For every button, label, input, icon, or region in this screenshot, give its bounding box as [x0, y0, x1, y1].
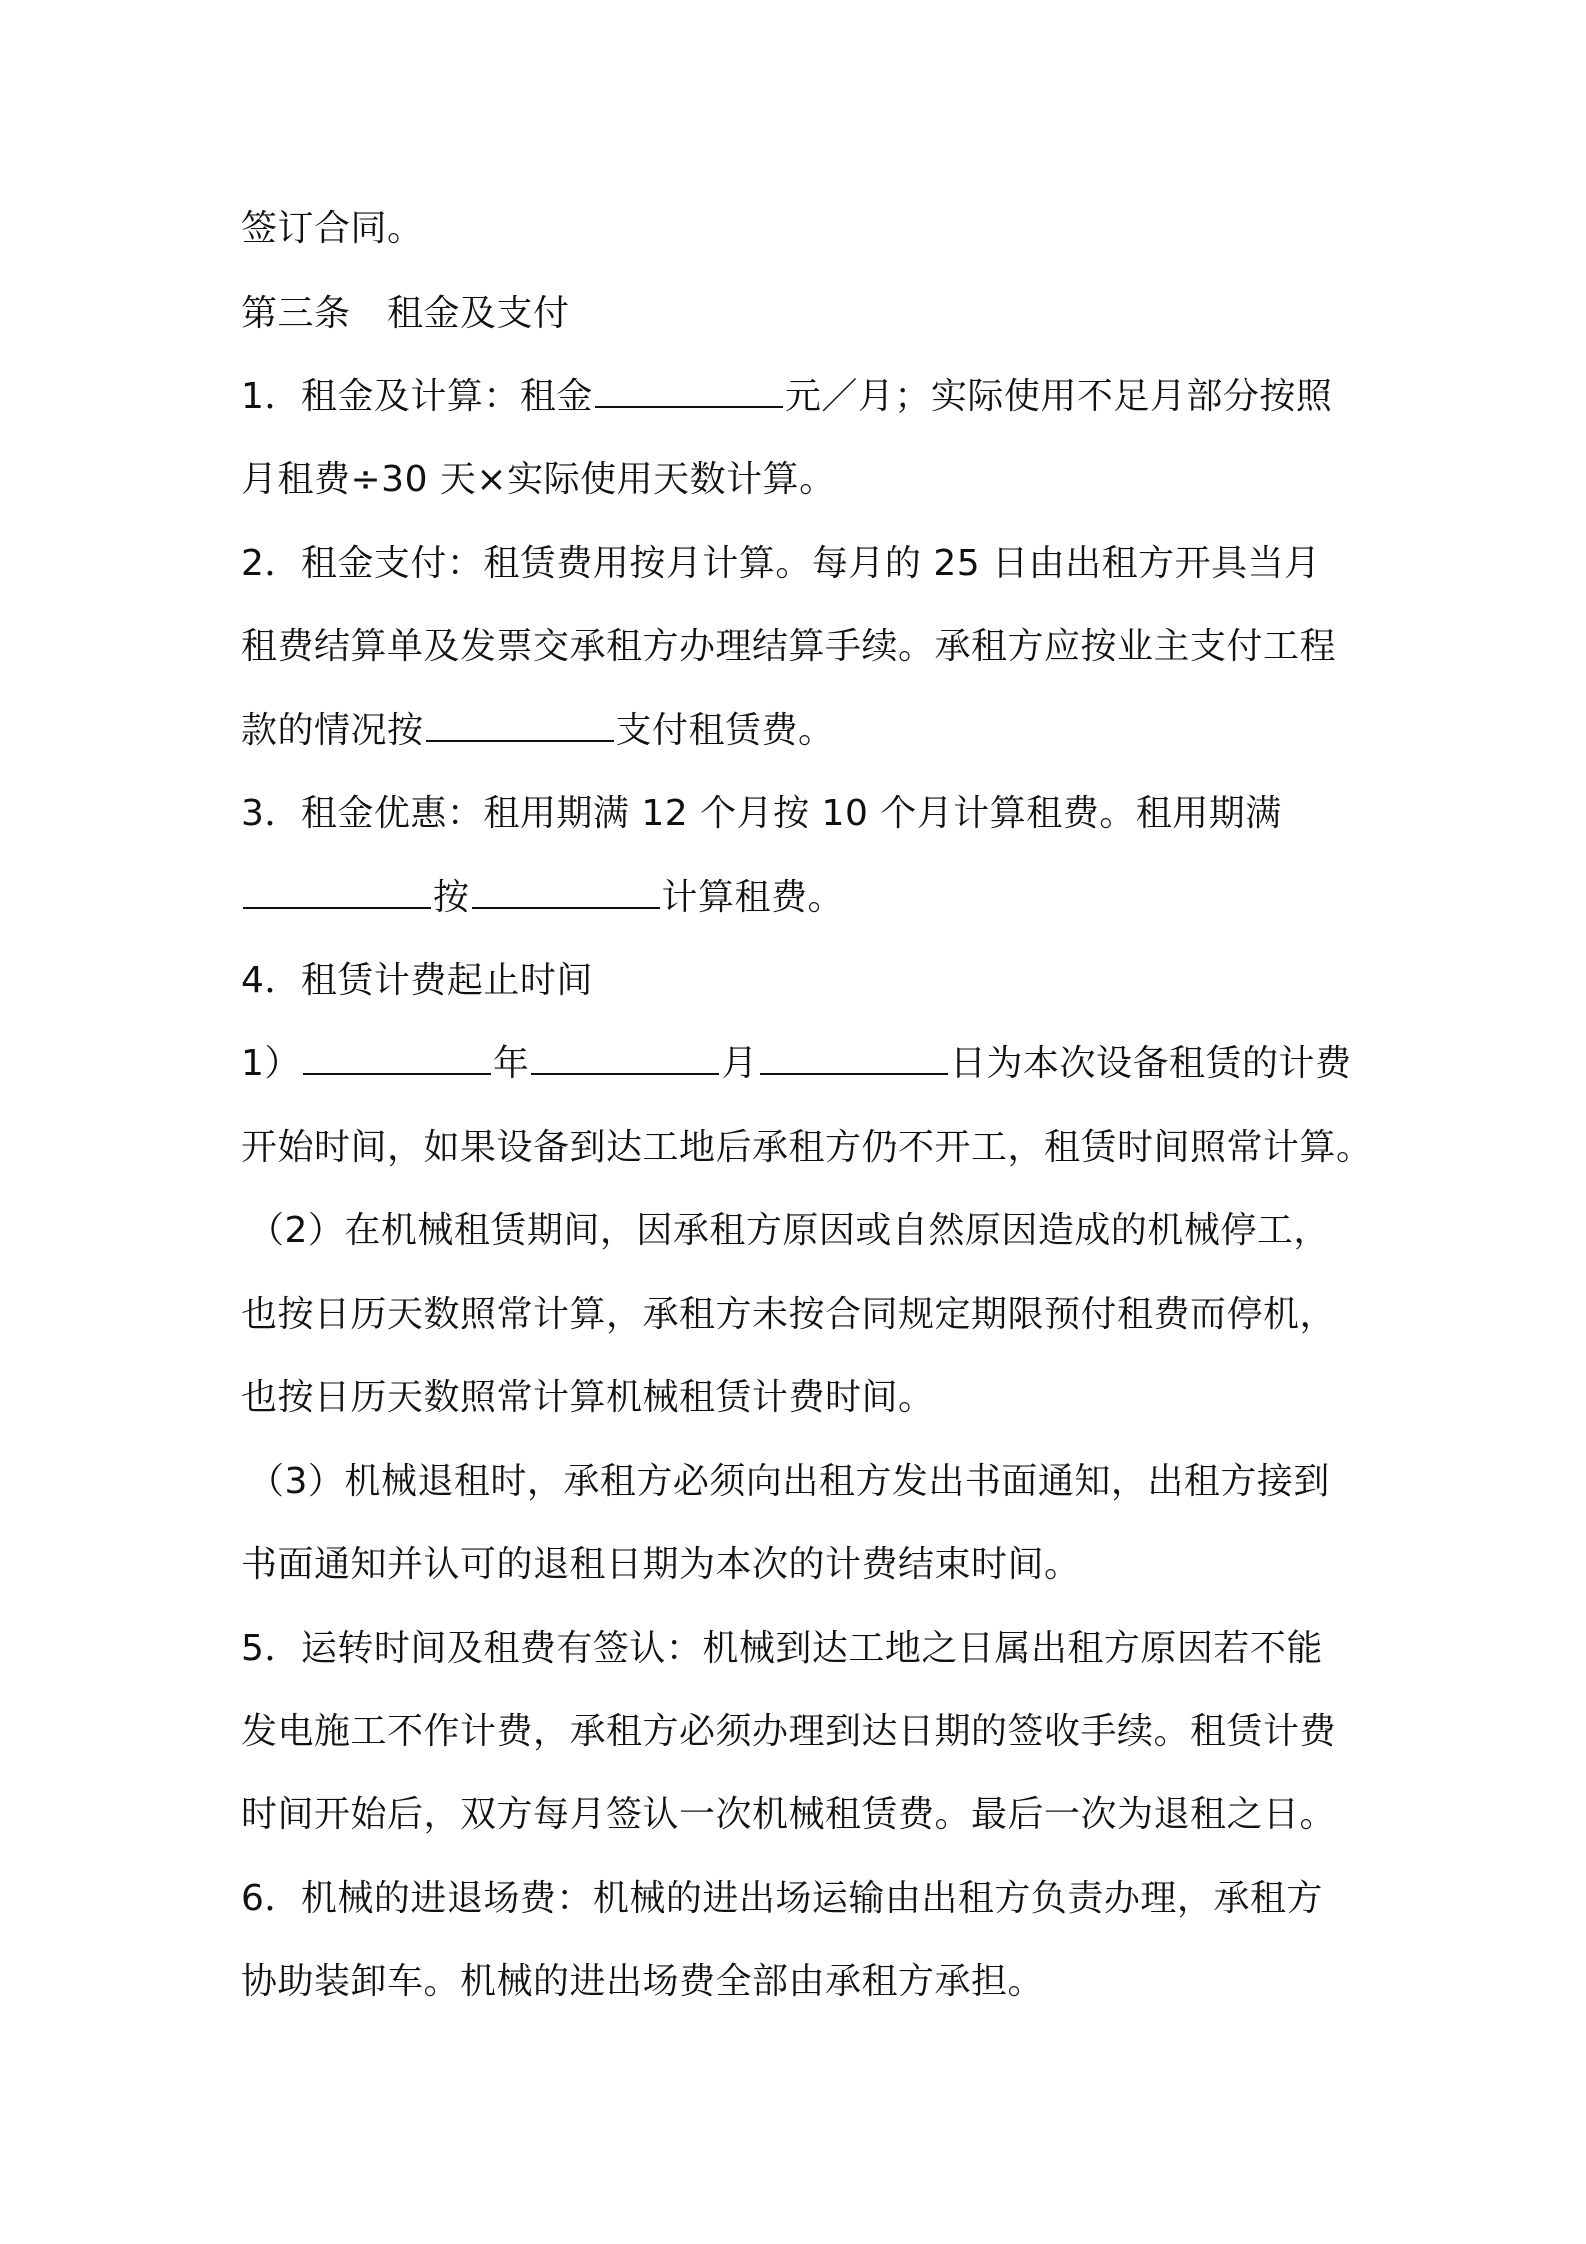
- text-segment: 年: [492, 1043, 530, 1084]
- text-line: 3．租金优惠：租用期满 12 个月按 10 个月计算租费。租用期满: [241, 793, 1282, 834]
- fill-in-blank: [531, 1043, 719, 1075]
- text-line: [241, 1040, 1361, 1088]
- text-line: 租费结算单及发票交承租方办理结算手续。承租方应按业主支付工程: [241, 626, 1337, 667]
- text-line: （2）在机械租赁期间，因承租方原因或自然原因造成的机械停工，: [248, 1210, 1330, 1251]
- text-line: [241, 874, 1361, 922]
- text-line: 月租费÷30 天×实际使用天数计算。: [241, 459, 836, 500]
- text-segment: 支付租赁费。: [615, 710, 835, 751]
- text-line: 6．机械的进退场费：机械的进出场运输由出租方负责办理，承租方: [241, 1878, 1323, 1919]
- text-segment: 元／月；实际使用不足月部分按照: [784, 376, 1333, 417]
- text-line: 也按日历天数照常计算机械租赁计费时间。: [241, 1377, 935, 1418]
- text-line: （3）机械退租时，承租方必须向出租方发出书面通知，出租方接到: [248, 1461, 1330, 1502]
- fill-in-blank: [595, 376, 783, 408]
- text-line: 签订合同。: [241, 208, 424, 249]
- text-segment: 按: [433, 877, 470, 918]
- text-line: 时间开始后，双方每月签认一次机械租赁费。最后一次为退租之日。: [241, 1794, 1337, 1835]
- text-line: 也按日历天数照常计算，承租方未按合同规定期限预付租费而停机，: [241, 1294, 1337, 1335]
- section-heading: 第三条 租金及支付: [241, 293, 570, 334]
- fill-in-blank: [243, 877, 431, 909]
- text-segment: 1．租金及计算：租金: [241, 376, 593, 417]
- text-segment: 计算租费。: [661, 877, 845, 918]
- fill-in-blank: [760, 1043, 948, 1075]
- text-line: [241, 707, 1361, 755]
- text-segment: 1）: [241, 1043, 301, 1084]
- fill-in-blank: [303, 1043, 491, 1075]
- text-line: 书面通知并认可的退租日期为本次的计费结束时间。: [241, 1544, 1081, 1585]
- text-segment: 日为本次设备租赁的计费: [949, 1043, 1352, 1084]
- text-line: 协助装卸车。机械的进出场费全部由承租方承担。: [241, 1961, 1045, 2002]
- fill-in-blank: [426, 710, 614, 742]
- text-segment: 款的情况按: [241, 710, 424, 751]
- text-line: 开始时间，如果设备到达工地后承租方仍不开工，租赁时间照常计算。: [241, 1127, 1373, 1168]
- text-line: [241, 373, 1361, 421]
- text-line: 4．租赁计费起止时间: [241, 960, 593, 1001]
- text-segment: 月: [721, 1043, 758, 1084]
- text-line: 2．租金支付：租赁费用按月计算。每月的 25 日由出租方开具当月: [241, 543, 1321, 584]
- fill-in-blank: [472, 877, 660, 909]
- text-line: 发电施工不作计费，承租方必须办理到达日期的签收手续。租赁计费: [241, 1711, 1337, 1752]
- text-line: 5．运转时间及租费有签认：机械到达工地之日属出租方原因若不能: [241, 1628, 1323, 1669]
